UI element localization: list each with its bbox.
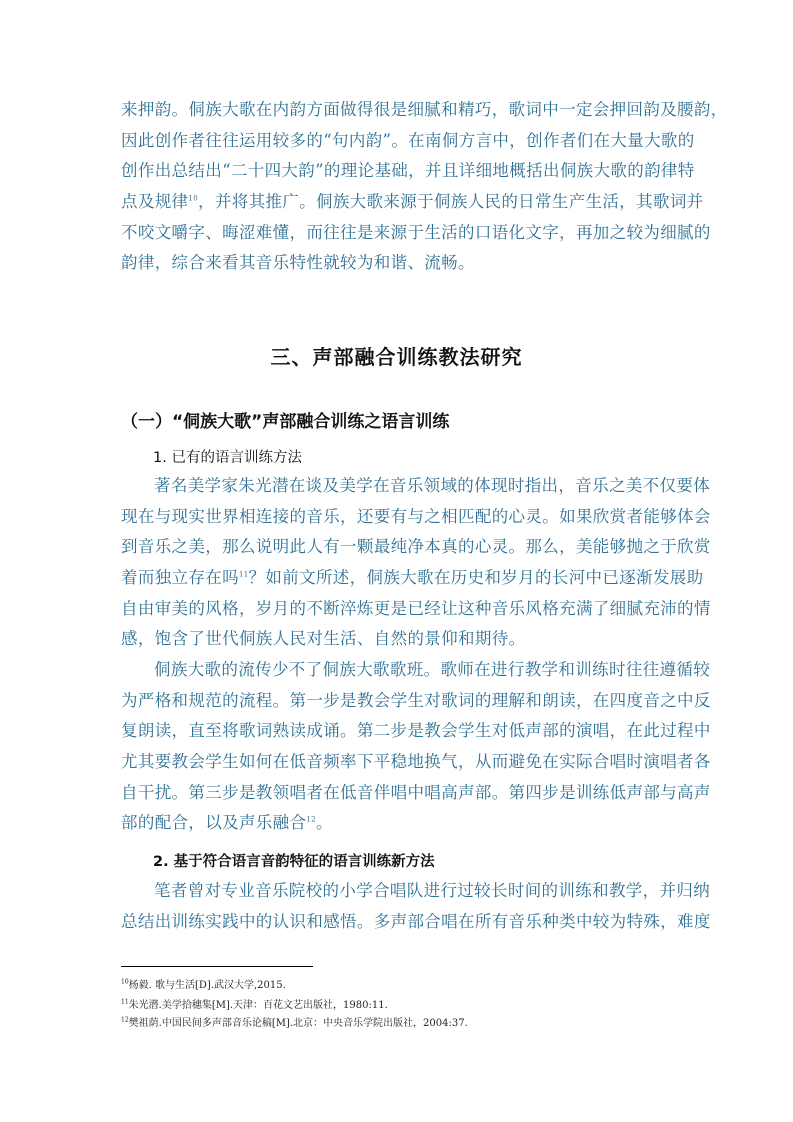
- paragraph-singing-class: [121, 655, 711, 839]
- text-line: [121, 187, 704, 218]
- text-line: [121, 563, 704, 594]
- text-line: 尤其要教会学生如何在低音频率下平稳地换气，从而避免在实际合唱时演唱者各: [121, 752, 711, 772]
- footnote-divider: [121, 966, 313, 967]
- text-line: 不咬文嚼字、晦涩难懂，而往往是来源于生活的口语化文字，再加之较为细腻的: [121, 222, 711, 242]
- chapter-title: 三、声部融合训练教法研究: [270, 345, 523, 369]
- text-fragment: 点及规律: [121, 192, 189, 212]
- footnote: [121, 996, 388, 1011]
- text-line: 现在与现实世界相连接的音乐，还要有与之相匹配的心灵。如果欣赏者能够体会: [121, 506, 711, 526]
- text-line: 侗族大歌的流传少不了侗族大歌歌班。歌师在进行教学和训练时往往遵循较: [154, 660, 711, 679]
- paragraph-aesthetics: [121, 471, 711, 655]
- text-line: 自由审美的风格，岁月的不断淬炼更是已经让这种音乐风格充满了细腻充沛的情: [121, 598, 711, 618]
- text-line: 著名美学家朱光潜在谈及美学在音乐领域的体现时指出，音乐之美不仅要体: [154, 476, 711, 495]
- text-line: 到音乐之美，那么说明此人有一颗最纯净本真的心灵。那么，美能够抛之于欣赏: [121, 537, 711, 557]
- text-line: 来押韵。侗族大歌在内韵方面做得很是细腻和精巧，歌词中一定会押回韵及腰韵，: [121, 100, 728, 119]
- section-title: （一）“侗族大歌”声部融合训练之语言训练: [121, 412, 450, 432]
- text-fragment: 着而独立存在吗: [121, 568, 239, 588]
- footnote-ref[interactable]: 10: [188, 194, 199, 203]
- text-line: 笔者曾对专业音乐院校的小学合唱队进行过较长时间的训练和教学，并归纳: [154, 881, 711, 900]
- text-line: 创作出总结出“二十四大韵”的理论基础，并且详细地概括出侗族大歌的韵律特: [121, 161, 695, 181]
- footnote-number: 12: [121, 1016, 129, 1024]
- text-line: [121, 808, 681, 839]
- subsection-title: 1. 已有的语言训练方法: [153, 450, 302, 466]
- footnote-text: 杨毅. 歌与生活[D].武汉大学,2015.: [128, 980, 286, 991]
- text-line: 感，饱含了世代侗族人民对生活、自然的景仰和期待。: [121, 629, 526, 649]
- footnote: [121, 1014, 468, 1029]
- text-fragment: 。: [315, 813, 333, 833]
- footnote-number: 11: [121, 998, 129, 1006]
- text-line: 韵律，综合来看其音乐特性就较为和谐、流畅。: [121, 253, 475, 273]
- paragraph-rhyme: [121, 95, 728, 279]
- text-fragment: 部的配合，以及声乐融合: [121, 813, 307, 833]
- footnote-text: 樊祖荫.中国民间多声部音乐论稿[M].北京：中央音乐学院出版社，2004:37.: [128, 1018, 468, 1029]
- text-line: 因此创作者往往运用较多的“句内韵”。在南侗方言中，创作者们在大量大歌的: [121, 130, 695, 150]
- text-line: 总结出训练实践中的认识和感悟。多声部合唱在所有音乐种类中较为特殊，难度: [121, 911, 711, 931]
- text-fragment: ，并将其推广。侗族大歌来源于侗族人民的日常生产生活，其歌词并: [198, 192, 704, 212]
- subsection-title: 2. 基于符合语言音韵特征的语言训练新方法: [153, 854, 435, 870]
- paragraph-new-method: [121, 876, 711, 937]
- footnote-text: 朱光潜.美学拾穗集[M].天津：百花文艺出版社，1980:11.: [128, 1000, 388, 1011]
- footnote-ref[interactable]: 11: [238, 570, 249, 579]
- text-line: 复朗读，直至将歌词熟读成诵。第二步是教会学生对低声部的演唱，在此过程中: [121, 721, 711, 741]
- footnote-number: 10: [121, 978, 129, 986]
- text-line: 为严格和规范的流程。第一步是教会学生对歌词的理解和朗读，在四度音之中反: [121, 690, 711, 710]
- text-line: 自干扰。第三步是教领唱者在低音伴唱中唱高声部。第四步是训练低声部与高声: [121, 782, 711, 802]
- footnote-ref[interactable]: 12: [306, 815, 316, 824]
- footnote: [121, 976, 286, 991]
- text-fragment: ？如前文所述，侗族大歌在历史和岁月的长河中已逐渐发展助: [248, 568, 704, 588]
